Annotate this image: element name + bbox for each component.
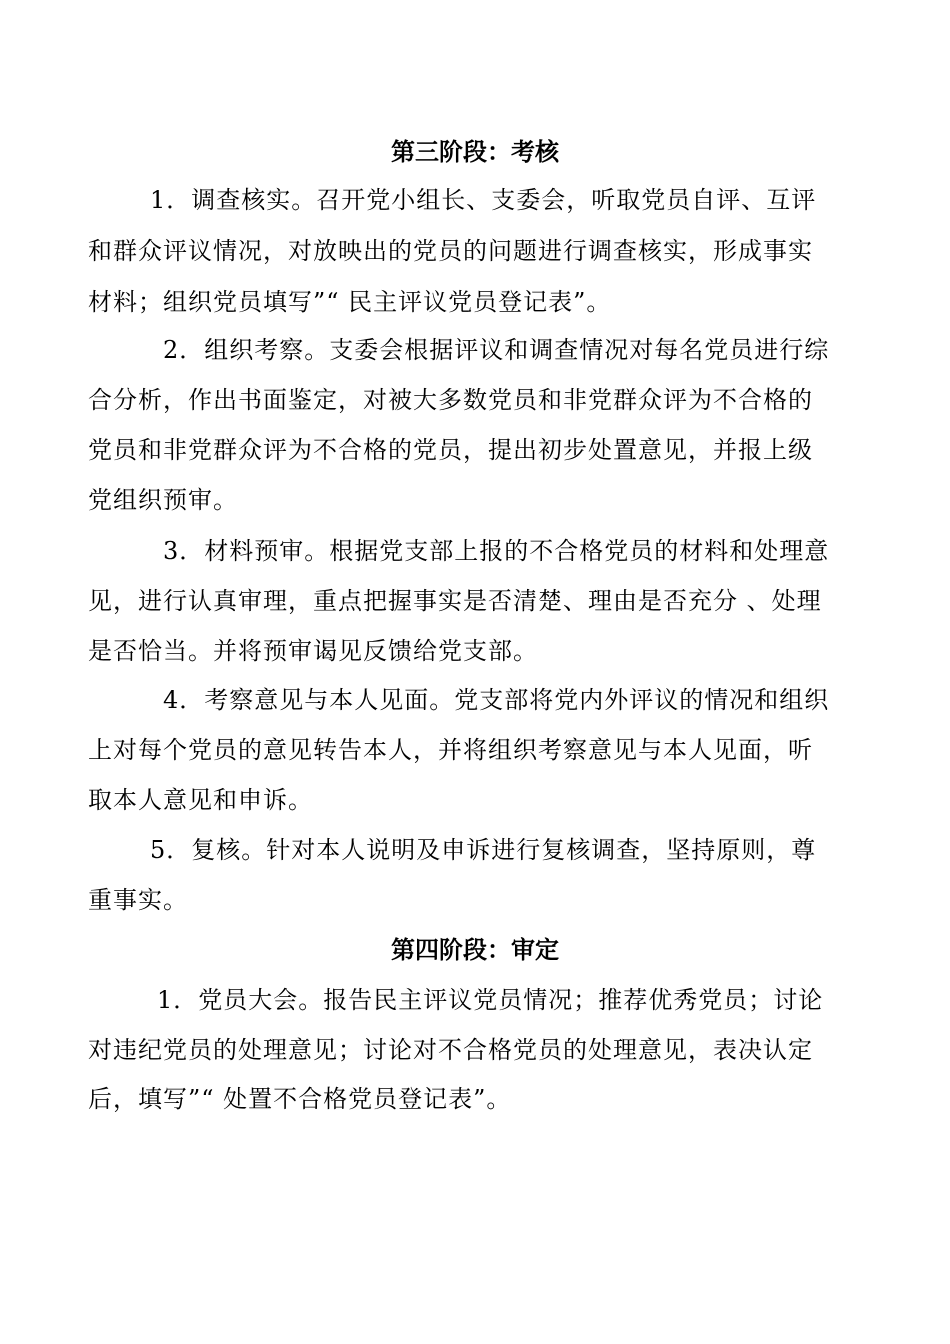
section-3-item-4-line-3: 取本人意见和申诉。	[88, 786, 313, 814]
section-3-heading: 第三阶段：考核	[391, 138, 559, 166]
section-3-item-2-line-2: 合分析，作出书面鉴定，对被大多数党员和非党群众评为不合格的	[88, 386, 813, 414]
section-3-item-4-line-1: 4．考察意见与本人见面。党支部将党内外评议的情况和组织	[163, 686, 830, 714]
section-4-item-1-line-2: 对违纪党员的处理意见；讨论对不合格党员的处理意见，表决认定	[88, 1036, 813, 1064]
section-3-item-2-line-4: 党组织预审。	[88, 486, 238, 514]
section-4-item-1-line-3: 后，填写”“ 处置不合格党员登记表”。	[88, 1085, 512, 1113]
section-3-item-4-line-2: 上对每个党员的意见转告本人，并将组织考察意见与本人见面，听	[88, 736, 813, 764]
section-3-item-5-line-1: 5．复核。针对本人说明及申诉进行复核调查，坚持原则，尊	[150, 836, 817, 864]
section-3-item-2-line-1: 2．组织考察。支委会根据评议和调查情况对每名党员进行综	[163, 336, 830, 364]
section-3-item-1-line-3: 材料；组织党员填写”“ 民主评议党员登记表”。	[88, 288, 612, 316]
section-3-item-2-line-3: 党员和非党群众评为不合格的党员，提出初步处置意见，并报上级	[88, 436, 813, 464]
section-3-item-3-line-3: 是否恰当。并将预审谒见反馈给党支部。	[88, 637, 538, 665]
section-3-item-3-line-1: 3．材料预审。根据党支部上报的不合格党员的材料和处理意	[163, 537, 830, 565]
section-3-item-1-line-1: 1．调查核实。召开党小组长、支委会，听取党员自评、互评	[150, 186, 817, 214]
section-4-item-1-line-1: 1．党员大会。报告民主评议党员情况；推荐优秀党员；讨论	[157, 986, 824, 1014]
section-3-item-5-line-2: 重事实。	[88, 886, 188, 914]
section-3-item-1-line-2: 和群众评议情况，对放映出的党员的问题进行调查核实，形成事实	[88, 237, 813, 265]
section-3-item-3-line-2: 见，进行认真审理，重点把握事实是否清楚、理由是否充分 、处理	[88, 587, 822, 615]
section-4-heading: 第四阶段：审定	[391, 936, 559, 964]
